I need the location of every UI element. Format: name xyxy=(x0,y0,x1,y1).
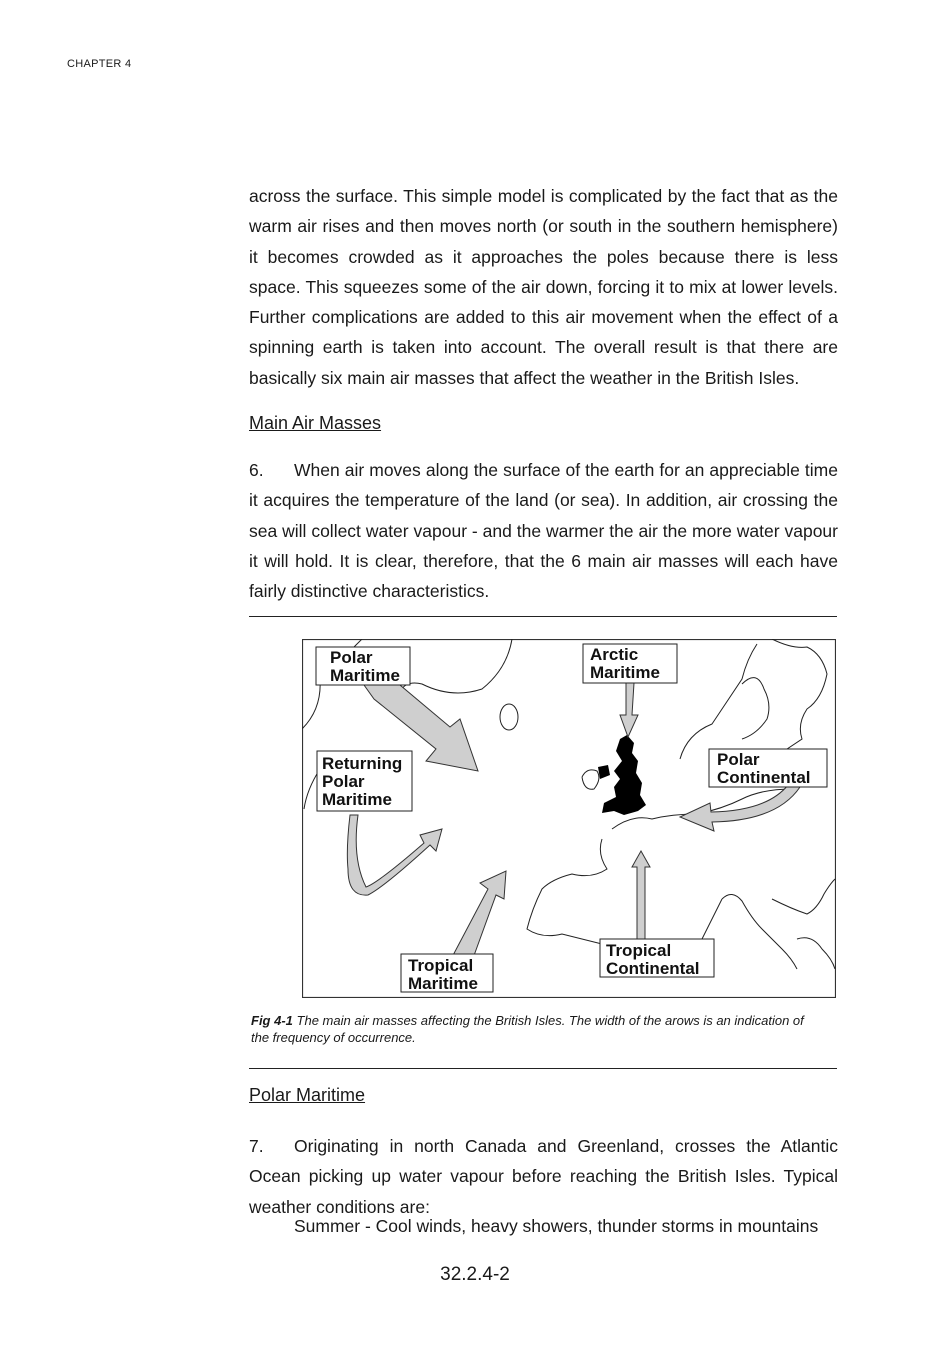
label-polar-maritime xyxy=(316,647,410,685)
label-line: Maritime xyxy=(408,974,478,993)
label-line: Continental xyxy=(717,768,811,787)
figure-top-rule xyxy=(249,616,837,617)
caption-text: The main air masses affecting the British Isles. The width of the arows is an indication of the frequency of occurrence. xyxy=(251,1013,804,1045)
label-line: Polar xyxy=(330,648,373,667)
chapter-header: CHAPTER 4 xyxy=(67,58,132,70)
air-masses-map-figure xyxy=(302,639,836,998)
label-line: Polar xyxy=(322,772,365,791)
label-line: Maritime xyxy=(590,663,660,682)
section-heading-main-air-masses: Main Air Masses xyxy=(249,413,382,433)
label-line: Maritime xyxy=(330,666,400,685)
label-tropical-continental xyxy=(600,939,714,978)
paragraph-number: 7. xyxy=(249,1136,264,1156)
paragraph-text: When air moves along the surface of the earth for an appreciable time it acquires the temperature of the land (or sea). In addition, air crossing the sea will collect water vapour - and the warmer the air the more water vapour it will hold. It is clear, therefore, that the 6 main air masses will each have fairly distinctive characteristics. xyxy=(249,460,838,602)
section-heading-polar-maritime: Polar Maritime xyxy=(249,1085,366,1105)
paragraph-text: Originating in north Canada and Greenland, crosses the Atlantic Ocean picking up water vapour before reaching the British Isles. Typical weather conditions are: xyxy=(249,1136,838,1217)
page-number: 32.2.4-2 xyxy=(440,1264,510,1285)
paragraph-number: 6. xyxy=(249,460,264,480)
label-line: Returning xyxy=(322,754,403,773)
label-arctic-maritime xyxy=(583,644,677,683)
caption-ref: Fig 4-1 xyxy=(251,1013,293,1028)
paragraph-continuation: across the surface. This simple model is complicated by the fact that as the warm air rises and then moves north (or south in the southern hemisphere) it becomes crowded as it approaches the poles because there is less space. This squeezes some of the air down, forcing it to mix at lower levels. Further complications are added to this air movement when the effect of a spinning earth is taken into account. The overall result is that there are basically six main air masses that affect the weather in the British Isles. xyxy=(249,186,838,388)
label-polar-continental xyxy=(709,749,827,787)
paragraph-6 xyxy=(249,455,838,606)
label-line: Arctic xyxy=(590,645,639,664)
label-line: Polar xyxy=(717,750,760,769)
label-line: Continental xyxy=(606,959,700,978)
label-line: Tropical xyxy=(408,956,474,975)
paragraph-7 xyxy=(249,1131,838,1222)
label-line: Maritime xyxy=(322,790,392,809)
summer-weather-line: Summer - Cool winds, heavy showers, thunder storms in mountains xyxy=(294,1216,819,1236)
label-line: Tropical xyxy=(606,941,672,960)
figure-caption xyxy=(251,1012,811,1046)
figure-bottom-rule xyxy=(249,1068,837,1069)
label-returning-polar-maritime xyxy=(317,751,412,811)
label-tropical-maritime xyxy=(401,954,493,993)
